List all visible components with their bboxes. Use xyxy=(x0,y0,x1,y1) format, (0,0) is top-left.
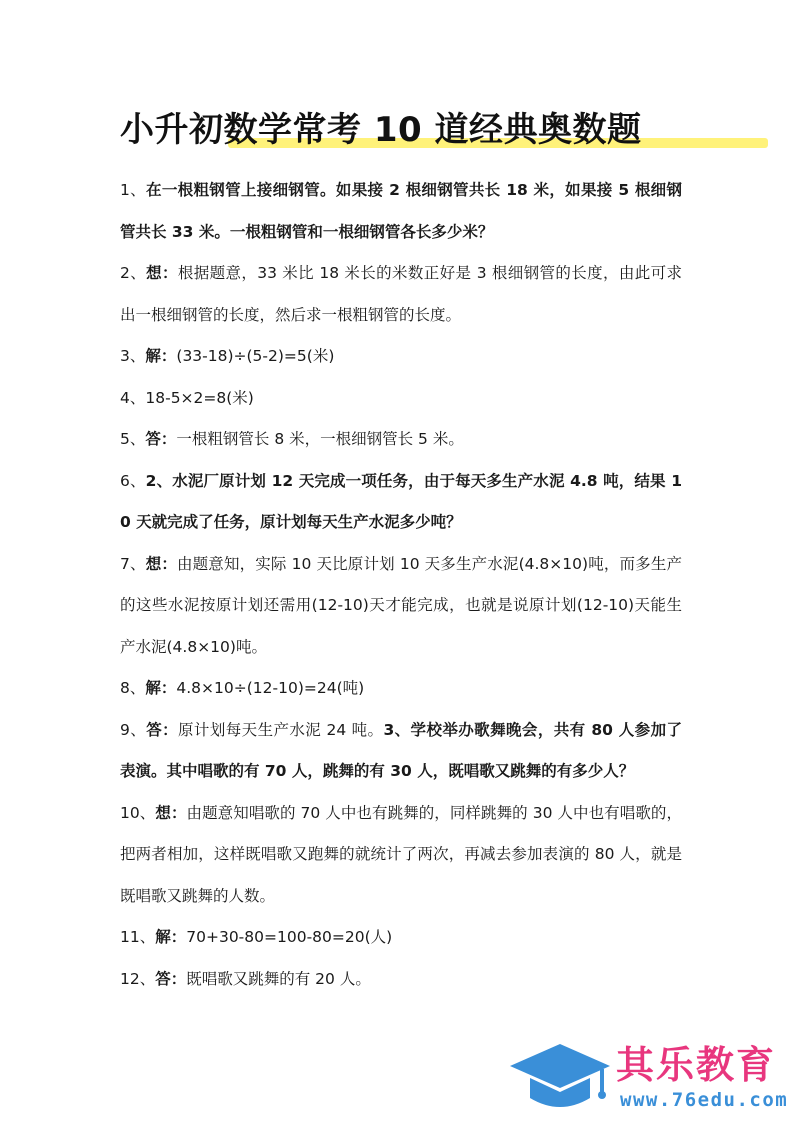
item-number: 10、 xyxy=(120,803,156,822)
item-number: 7、 xyxy=(120,554,146,573)
list-item xyxy=(120,378,682,420)
list-item xyxy=(120,170,682,253)
item-number: 4、 xyxy=(120,388,146,407)
list-item xyxy=(120,959,682,1001)
item-question: 2、水泥厂原计划 12 天完成一项任务，由于每天多生产水泥 4.8 吨，结果 10 天就完成了任务，原计划每天生产水泥多少吨？ xyxy=(120,471,682,531)
item-number: 8、 xyxy=(120,679,146,697)
item-number: 1、 xyxy=(120,181,147,199)
item-text: 4.8×10÷(12-10)=24(吨) xyxy=(176,679,365,697)
item-number: 3、 xyxy=(120,347,146,365)
item-text: 一根粗钢管长 8 米，一根细钢管长 5 米。 xyxy=(176,430,464,448)
list-item xyxy=(120,710,682,793)
item-question: 在一根粗钢管上接细钢管。如果接 2 根细钢管共长 18 米，如果接 5 根细钢管共长 33 米。一根粗钢管和一根细钢管各长多少米？ xyxy=(120,181,682,241)
item-text: 根据题意，33 米比 18 米长的米数正好是 3 根细钢管的长度，由此可求出一根细钢管的长度，然后求一根粗钢管的长度。 xyxy=(120,264,682,324)
item-text: 由题意知唱歌的 70 人中也有跳舞的，同样跳舞的 30 人中也有唱歌的，把两者相加，这样既唱歌又跑舞的就统计了两次，再减去参加表演的 80 人，就是既唱歌又跳舞的人数。 xyxy=(120,803,682,905)
item-number: 5、 xyxy=(120,430,146,448)
item-text: 由题意知，实际 10 天比原计划 10 天多生产水泥(4.8×10)吨，而多生产的这些水泥按原计划还需用(12-10)天才能完成，也就是说原计划(12-10)天能生产水泥(4.8×10)吨。 xyxy=(120,554,682,656)
item-label: 想： xyxy=(145,554,177,573)
item-label: 想： xyxy=(155,803,187,822)
item-label: 解： xyxy=(155,928,187,946)
list-item xyxy=(120,253,682,336)
item-number: 11、 xyxy=(120,928,156,946)
list-item xyxy=(120,544,682,669)
item-number: 6、 xyxy=(120,471,146,490)
list-item xyxy=(120,419,682,461)
item-number: 9、 xyxy=(120,720,147,739)
list-item xyxy=(120,668,682,710)
page-title: 小升初数学常考 10 道经典奥数题 xyxy=(120,110,642,150)
title-block xyxy=(120,102,680,158)
item-text: 原计划每天生产水泥 24 吨。 xyxy=(178,720,384,739)
list-item xyxy=(120,461,682,544)
item-question: 3、学校举办歌舞晚会，共有 80 人参加了表演。其中唱歌的有 70 人，跳舞的有 30 人，既唱歌又跳舞的有多少人？ xyxy=(120,720,682,780)
item-number: 12、 xyxy=(120,969,156,988)
item-number: 2、 xyxy=(120,264,147,282)
list-item xyxy=(120,917,682,959)
item-label: 解： xyxy=(145,347,177,365)
item-label: 答： xyxy=(146,720,179,739)
item-text: (33-18)÷(5-2)=5(米) xyxy=(176,347,335,365)
item-text: 18-5×2=8(米) xyxy=(145,388,254,407)
brand-logo xyxy=(508,1040,788,1116)
problem-list xyxy=(120,170,682,1000)
item-label: 想： xyxy=(146,264,178,282)
item-text: 70+30-80=100-80=20(人) xyxy=(186,928,393,946)
item-label: 答： xyxy=(155,969,187,988)
item-text: 既唱歌又跳舞的有 20 人。 xyxy=(186,969,371,988)
brand-url: www.76edu.com xyxy=(620,1089,789,1111)
list-item xyxy=(120,336,682,378)
item-label: 解： xyxy=(145,679,177,697)
list-item xyxy=(120,793,682,918)
graduation-cap-icon xyxy=(508,1040,612,1116)
item-label: 答： xyxy=(145,430,177,448)
brand-name: 其乐教育 xyxy=(616,1043,777,1087)
